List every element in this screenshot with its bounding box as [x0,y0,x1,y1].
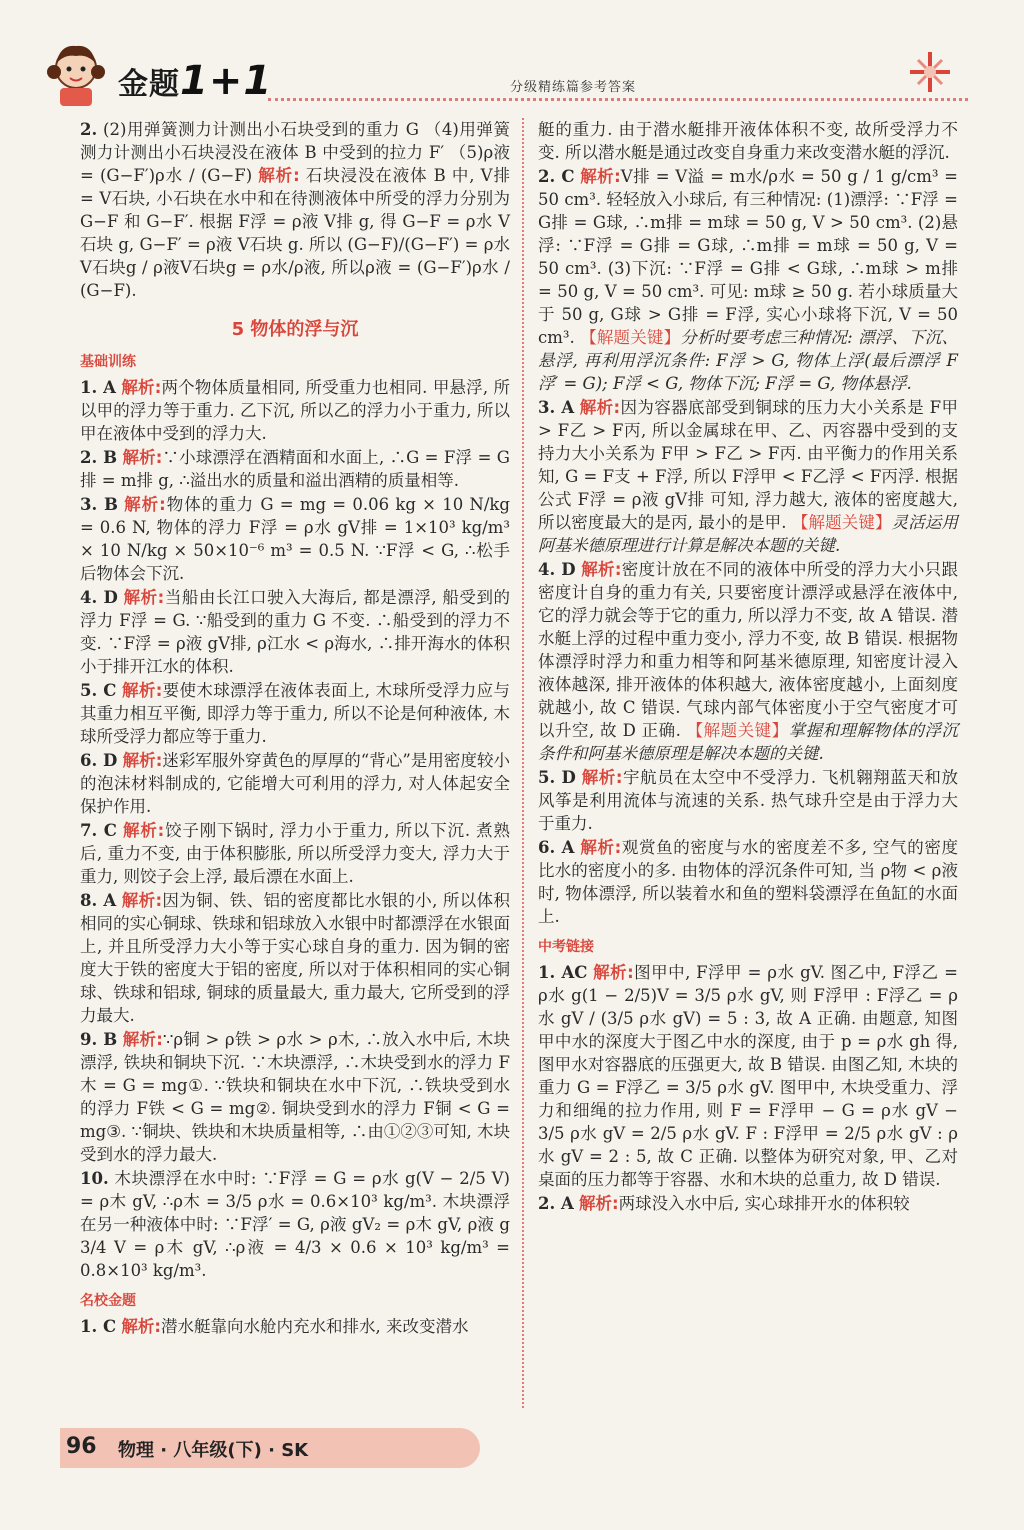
header-divider [268,98,968,101]
item-number: 7. C [80,821,117,840]
item-text: 宇航员在太空中不受浮力. 飞机翱翔蓝天和放风筝是利用流体与流速的关系. 热气球升空是由于浮力大于重力. [538,768,958,833]
item-text: 物体的重力 G = mg = 0.06 kg × 10 N/kg = 0.6 N, 物体的浮力 F浮 = ρ水 gV排 = 1×10³ kg/m³ × 10 N/kg × 50×10⁻⁶ m³ = 0.5 N. ∵F浮 < G, ∴松手后物体会下沉. [80,495,510,583]
key-point-text: 掌握和理解物体的浮沉条件和阿基米德原理是解决本题的关键. [538,721,959,763]
item-text: 图甲中, F浮甲 = ρ水 gV. 图乙中, F浮乙 = ρ水 g(1 − 2/5)V = 3/5 ρ水 gV, 则 F浮甲 : F浮乙 = ρ水 gV / (3/5 ρ水 gV) = 5 : 3, 故 A 正确. 由题意, 知图甲中水的深度大于图乙中水的深度, 由于 p = ρ水 gh 得, 图甲水对容器底的压强更大, 故 B 错误. 由图乙知, 木块的重力 G = F浮乙 = 3/5 ρ水 gV. 图甲中, 木块受重力、浮力和细绳的拉力作用, 则 F = F浮甲 − G = ρ水 gV − 3/5 ρ水 gV = 2/5 ρ水 gV. F : F浮甲 = 2/5 ρ水 gV : ρ水 gV = 2 : 5, 故 C 正确. 以整体为研究对象, 甲、乙对桌面的压力都等于容器、水和木块的总重力, 故 D 错误. [538,963,959,1189]
answer-item-2 [80,118,510,302]
analysis-label: 解析: [121,891,163,910]
item-text: 两个物体质量相同, 所受重力也相同. 甲悬浮, 所以甲的浮力等于重力. 乙下沉, 所以乙的浮力小于重力, 所以甲在液体中受到的浮力大. [80,378,510,443]
key-point-label: 【解题关键】 [686,721,789,740]
item-text: 潜水艇靠向水舱内充水和排水, 来改变潜水 [160,1317,469,1336]
item-number: 5. C [80,681,117,700]
item-number: 1. A [80,378,116,397]
item-number: 4. D [80,588,118,607]
item-number: 6. D [80,751,118,770]
analysis-label: 解析: [579,398,621,417]
page-footer [0,1420,1024,1480]
item-text: 密度计放在不同的液体中所受的浮力大小只跟密度计自身的重力有关, 只要密度计漂浮或悬浮在液体中, 它的浮力就会等于它的重力, 所以浮力不变, 故 A 错误. 潜水艇上浮的过程中重力变小, 浮力不变, 故 B 错误. 根据物体漂浮时浮力和重力相等和阿基米德原理, 知密度计浸入液体越深, 排开液体的体积越大, 液体密度越小, 上面刻度就越小, 故 C 错误. 气球内部气体密度小于空气密度才可以升空, 故 D 正确. [538,560,959,740]
analysis-label: 解析: [122,681,163,700]
item-answer: (2)用弹簧测力计测出小石块受到的重力 G （4)用弹簧测力计测出小石块浸没在液体 B 中受到的拉力 F′ （5)ρ液 = (G−F′)ρ水 / (G−F) [80,120,510,185]
corner-ornament-icon [900,42,960,102]
item-text: 两球没入水中后, 实心球排开水的体积较 [618,1194,910,1213]
analysis-label: 解析: [593,963,634,982]
item-text: 因为铜、铁、铝的密度都比水银的小, 所以体积相同的实心铜球、铁球和铝球放入水银中时都漂浮在水银面上, 并且所受浮力大小等于实心球自身的重力. 因为铜的密度大于铁的密度大于铝的密度, 所以对于体积相同的实心铜球、铁球和铝球, 铜球的质量最大, 重力最大, 它所受到的浮力最大. [80,891,510,1025]
answer-item [538,165,958,395]
item-number: 1. AC [538,963,588,982]
analysis-label: 解析: [121,1317,161,1336]
page-header [0,0,1024,112]
analysis-label: 解析: [579,1194,619,1213]
answer-item [538,836,958,928]
answer-item [80,749,510,818]
brand-number: 1+1 [180,58,273,104]
brand-text: 金题 [118,67,180,102]
answer-item [538,396,958,557]
footer-subject: 物理 · 八年级(下) · SK [118,1440,309,1461]
answer-item [80,376,510,445]
item-text: ∵小球漂浮在酒精面和水面上, ∴G = F浮 = G排 = m排 g, ∴溢出水的质量和溢出酒精的质量相等. [80,448,510,490]
analysis-label: 解析: [123,588,165,607]
analysis-label: 解析: [122,1030,163,1049]
analysis-label: 解析: [121,378,162,397]
page-number: 96 [66,1434,97,1459]
answer-item [80,889,510,1027]
analysis-label: 解析: [122,751,163,770]
subsection-famous-school: 名校金题 [80,1293,136,1309]
answer-item [80,679,510,748]
girl-mascot-icon [40,38,112,110]
subsection-exam-link: 中考链接 [538,939,594,955]
item-number: 10. [80,1169,109,1188]
answer-item [80,1028,510,1166]
analysis-label: 解析: [124,495,166,514]
left-column [80,118,510,1339]
item-text: 因为容器底部受到铜球的压力大小关系是 F甲 > F乙 > F丙, 所以金属球在甲、乙、丙容器中受到的支持力大小关系为 F甲 > F乙 > F丙. 由平衡力的作用关系知, G = F支 + F浮, 所以 F浮甲 < F乙浮 < F丙浮. 根据公式 F浮 = ρ液 gV排 可知, 浮力越大, 液体的密度越大, 所以密度最大的是丙, 最小的是甲. [538,398,958,532]
analysis-label: 解析: [581,560,622,579]
answer-item [538,558,958,765]
key-point-text: 灵活运用阿基米德原理进行计算是解决本题的关键. [538,513,959,555]
item-number: 2. B [80,448,118,467]
analysis-label: 解析: [580,838,622,857]
item-text: V排 = V溢 = m水/ρ水 = 50 g / 1 g/cm³ = 50 cm³. 轻轻放入小球后, 有三种情况: (1)漂浮: ∵F浮 = G排 = G球, ∴m排 = m球 = 50 g, V > 50 cm³. (2)悬浮: ∵F浮 = G排 = G球, ∴m排 = m球 = 50 g, V = 50 cm³. (3)下沉: ∵F浮 = G排 < G球, ∴m球 > m排 = 50 g, V = 50 cm³. 可见: m球 ≥ 50 g. 若小球质量大于 50 g, G球 > G排 = F浮, 实心小球将下沉, V = 50 cm³. [538,167,958,347]
item-number: 4. D [538,560,576,579]
analysis-label: 解析: [258,166,300,185]
item-number: 2. C [538,167,575,186]
answer-item [538,1192,958,1215]
item-number: 5. D [538,768,576,787]
brand-logo [118,58,272,104]
item-text: 石块浸没在液体 B 中, V排 = V石块, 小石块在水中和在待测液体中所受的浮力分别为 G−F 和 G−F′. 根据 F浮 = ρ液 V排 g, 得 G−F = ρ水 V石块 g, G−F′ = ρ液 V石块 g. 所以 (G−F)/(G−F′) = ρ水V石块g / ρ液V石块g = ρ水/ρ液, 所以ρ液 = (G−F′)ρ水 / (G−F). [80,166,510,300]
answer-item [80,493,510,585]
key-point-label: 【解题关键】 [580,328,681,347]
answer-item [80,819,510,888]
header-subtitle: 分级精练篇参考答案 [510,80,637,95]
key-point-label: 【解题关键】 [791,513,892,532]
analysis-label: 解析: [123,821,165,840]
continuation-text: 艇的重力. 由于潜水艇排开液体体积不变, 故所受浮力不变. 所以潜水艇是通过改变自身重力来改变潜水艇的浮沉. [538,120,958,162]
answer-item [538,766,958,835]
item-text: 要使木球漂浮在液体表面上, 木球所受浮力应与其重力相互平衡, 即浮力等于重力, 所以不论是何种液体, 木球所受浮力都应等于重力. [80,681,510,746]
section-title: 5 物体的浮与沉 [231,319,359,340]
item-number: 2. A [538,1194,574,1213]
item-text: 当船由长江口驶入大海后, 都是漂浮, 船受到的浮力 F浮 = G. ∵船受到的重力 G 不变. ∴船受到的浮力不变. ∵F浮 = ρ液 gV排, ρ江水 < ρ海水, ∴排开海水的体积小于排开江水的体积. [80,588,510,676]
item-number: 9. B [80,1030,118,1049]
item-text: 迷彩军服外穿黄色的厚厚的“背心”是用密度较小的泡沫材料制成的, 它能增大可利用的浮力, 对人体起安全保护作用. [80,751,511,816]
answer-item [80,1167,510,1282]
item-text: 木块漂浮在水中时: ∵F浮 = G = ρ水 g(V − 2/5 V) = ρ木 gV, ∴ρ木 = 3/5 ρ水 = 0.6×10³ kg/m³. 木块漂浮在另一种液体中时: ∵F浮′ = G, ρ液 gV₂ = ρ木 gV, ρ液 g 3/4 V = ρ木 gV, ∴ρ液 = 4/3 × 0.6 × 10³ kg/m³ = 0.8×10³ kg/m³. [80,1169,510,1280]
subsection-basic-training: 基础训练 [80,354,136,370]
right-column [538,118,958,1216]
answer-item [80,446,510,492]
analysis-label: 解析: [122,448,163,467]
analysis-label: 解析: [581,768,623,787]
item-number: 6. A [538,838,575,857]
item-text: 观赏鱼的密度与水的密度差不多, 空气的密度比水的密度小的多. 由物体的浮沉条件可知, 当 ρ物 < ρ液 时, 物体漂浮, 所以装着水和鱼的塑料袋漂浮在鱼缸的水面上. [538,838,958,926]
column-divider [522,118,524,1408]
item-number: 8. A [80,891,117,910]
item-text: 饺子刚下锅时, 浮力小于重力, 所以下沉. 煮熟后, 重力不变, 由于体积膨胀, 所以所受浮力变大, 浮力大于重力, 则饺子会上浮, 最后漂在水面上. [80,821,510,886]
key-point-text: 分析时要考虑三种情况: 漂浮、下沉、悬浮, 再利用浮沉条件: F浮 > G, 物体上浮(最后漂浮 F浮′ = G); F浮 < G, 物体下沉; F浮 = G, 物体悬浮. [538,328,958,393]
item-number: 3. A [538,398,575,417]
analysis-label: 解析: [580,167,621,186]
answer-item [538,961,958,1191]
item-number: 1. C [80,1317,117,1336]
item-text: ∵ρ铜 > ρ铁 > ρ水 > ρ木, ∴放入水中后, 木块漂浮, 铁块和铜块下沉. ∵木块漂浮, ∴木块受到水的浮力 F木 = G = mg①. ∵铁块和铜块在水中下沉, ∴铁块受到水的浮力 F铁 < G = mg②. 铜块受到水的浮力 F铜 < G = mg③. ∵铜块、铁块和木块质量相等, ∴由①②③可知, 木块受到水的浮力最大. [80,1030,511,1164]
item-number: 3. B [80,495,118,514]
item-number: 2. [80,120,98,139]
answer-item [80,1315,510,1338]
answer-item [80,586,510,678]
